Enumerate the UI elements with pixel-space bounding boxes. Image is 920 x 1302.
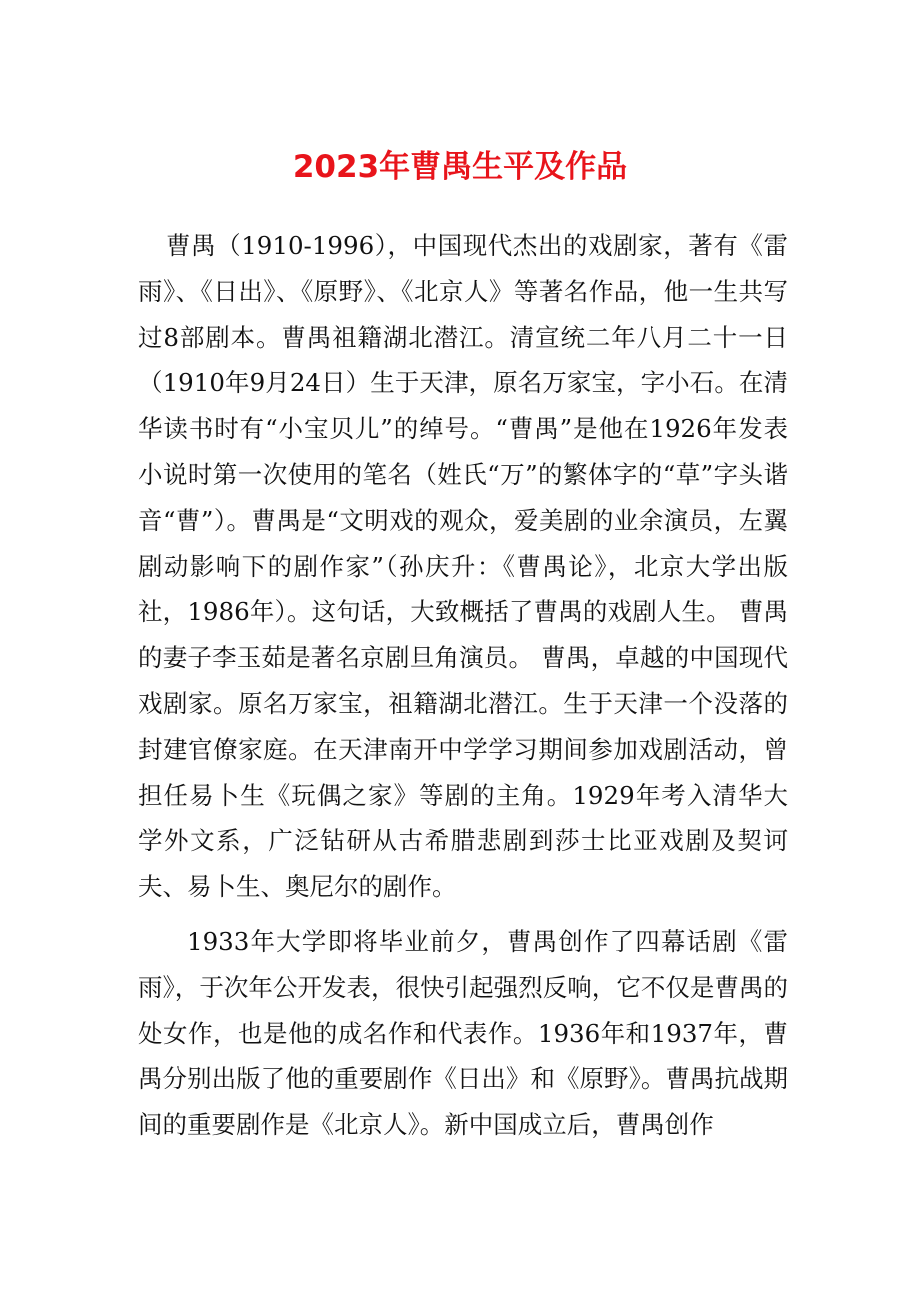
paragraph-2: 1933年大学即将毕业前夕，曹禺创作了四幕话剧《雷雨》，于次年公开发表，很快引起强烈反响，它不仅是曹禺的处女作，也是他的成名作和代表作。1936年和1937年，曹禺分别出版了他的重要剧作《日出》和《原野》。曹禺抗战期间的重要剧作是《北京人》。新中国成立后，曹禺创作 bbox=[138, 926, 788, 1140]
paragraph-1: 曹禺（1910-1996），中国现代杰出的戏剧家，著有《雷雨》、《日出》、《原野》、《北京人》等著名作品，他一生共写过8部剧本。曹禺祖籍湖北潜江。清宣统二年八月二十一日（1910年9月24日）生于天津，原名万家宝，字小石。在清华读书时有“小宝贝儿”的绰号。“曹禺”是他在1926年发表小说时第一次使用的笔名（姓氏“万”的繁体字的“草”字头谐音“曹”）。曹禺是“文明戏的观众，爱美剧的业余演员，左翼剧动影响下的剧作家”（孙庆升：《曹禺论》，北京大学出版社，1986年）。这句话，大致概括了曹禺的戏剧人生。 曹禺的妻子李玉茹是著名京剧旦角演员。 曹禺，卓越的中国现代戏剧家。原名万家宝，祖籍湖北潜江。生于天津一个没落的封建官僚家庭。在天津南开中学学习期间参加戏剧活动，曾担任易卜生《玩偶之家》等剧的主角。1929年考入清华大学外文系，广泛钻研从古希腊悲剧到莎士比亚戏剧及契诃夫、易卜生、奥尼尔的剧作。 bbox=[138, 231, 788, 902]
document-title: 2023年曹禺生平及作品 bbox=[292, 149, 628, 185]
document-body bbox=[138, 223, 788, 1148]
